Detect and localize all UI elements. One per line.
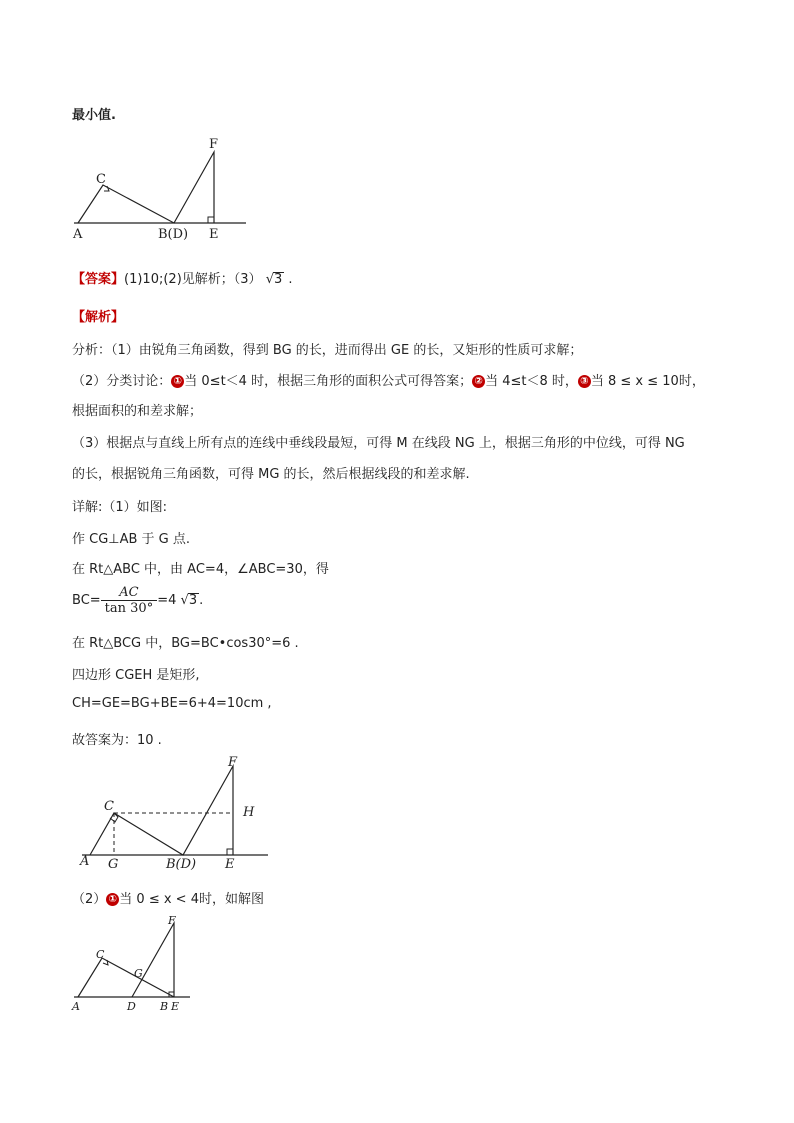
part2-tail: 如解图 [224,892,264,907]
analysis-tag: 【解析】 [72,310,125,325]
detail-l1: 详解:（1）如图: [72,500,168,515]
fig3-label-d: D [127,1000,136,1013]
fig3-label-b: B [160,1000,169,1013]
answer-tail: . [288,272,293,287]
answer-tag: 【答案】 [72,272,125,287]
fig1-label-a: A [73,227,83,242]
analysis-p2-e: 根据面积的和差求解； [72,404,203,419]
answer-line: 【答案】(1)10;(2)见解析；（3） √3 . [72,272,293,287]
analysis-p2-c: 当 4≤t＜8 时， [485,374,578,389]
bc-mid: =4 [157,593,177,608]
circle-1-icon: ① [171,375,184,388]
bc-tail: . [199,593,204,608]
fig2-label-a: A [80,854,90,869]
fig1-label-b: B(D) [158,227,189,242]
detail-l6: 四边形 CGEH 是矩形, [72,668,200,683]
intro-text: 最小值. [72,108,116,123]
analysis-p3-a: （3）根据点与直线上所有点的连线中垂线段最短，可得 M 在线段 NG 上，根据三角形的中位线，可得 NG [72,436,685,451]
detail-l3: 在 Rt△ABC 中，由 AC=4，∠ABC=30，得 [72,562,329,577]
bc-sqrt: 3 [188,593,198,608]
fig2-label-f: F [228,755,238,770]
detail-l7: CH=GE=BG+BE=6+4=10cm , [72,696,272,711]
part2-prefix: （2） [72,892,107,907]
fig2-label-h: H [243,805,255,820]
detail-l8: 故答案为：10 . [72,733,162,748]
frac-den: tan 30° [104,601,154,616]
detail-l2: 作 CG⊥AB 于 G 点. [72,532,191,547]
analysis-p1: 分析：（1）由锐角三角函数，得到 BG 的长，进而得出 GE 的长，又矩形的性质可求解； [72,343,583,358]
detail-bc-line: BC= $\frac{AC}{\tan 30^\circ}$ =4 √3 . [72,585,204,616]
part2-cond: 当 0 ≤ x < 4时， [119,892,225,907]
fig2-label-c: C [104,799,114,814]
detail-l5: 在 Rt△BCG 中，BG=BC•cos30°=6 . [72,636,299,651]
fig3-label-g: G [134,967,143,980]
analysis-p2-a: （2）分类讨论： [72,374,172,389]
analysis-p3-b: 的长，根据锐角三角函数，可得 MG 的长，然后根据线段的和差求解. [72,467,470,482]
answer-text: (1)10;(2)见解析；（3） [124,272,262,287]
analysis-p2-d: 当 8 ≤ x ≤ 10时， [590,374,705,389]
fig3-label-e: E [171,1000,180,1013]
fig1-label-c: C [96,172,106,187]
fig3-label-a: A [72,1000,80,1013]
fig1-label-f: F [209,137,219,152]
fig3-label-f: F [168,914,176,927]
answer-sqrt: 3 [273,272,283,287]
fig2-label-g: G [108,857,119,872]
fig2-label-e: E [225,857,235,872]
analysis-p2-b: 当 0≤t＜4 时，根据三角形的面积公式可得答案； [184,374,473,389]
circle-3-icon: ③ [578,375,591,388]
fig2-label-b: B(D) [166,857,197,872]
bc-prefix: BC= [72,593,101,608]
fig1-label-e: E [209,227,219,242]
circle-2-icon: ② [472,375,485,388]
fig3-label-c: C [96,948,105,961]
circle-1-icon: ① [106,893,119,906]
frac-num: AC [101,585,158,601]
